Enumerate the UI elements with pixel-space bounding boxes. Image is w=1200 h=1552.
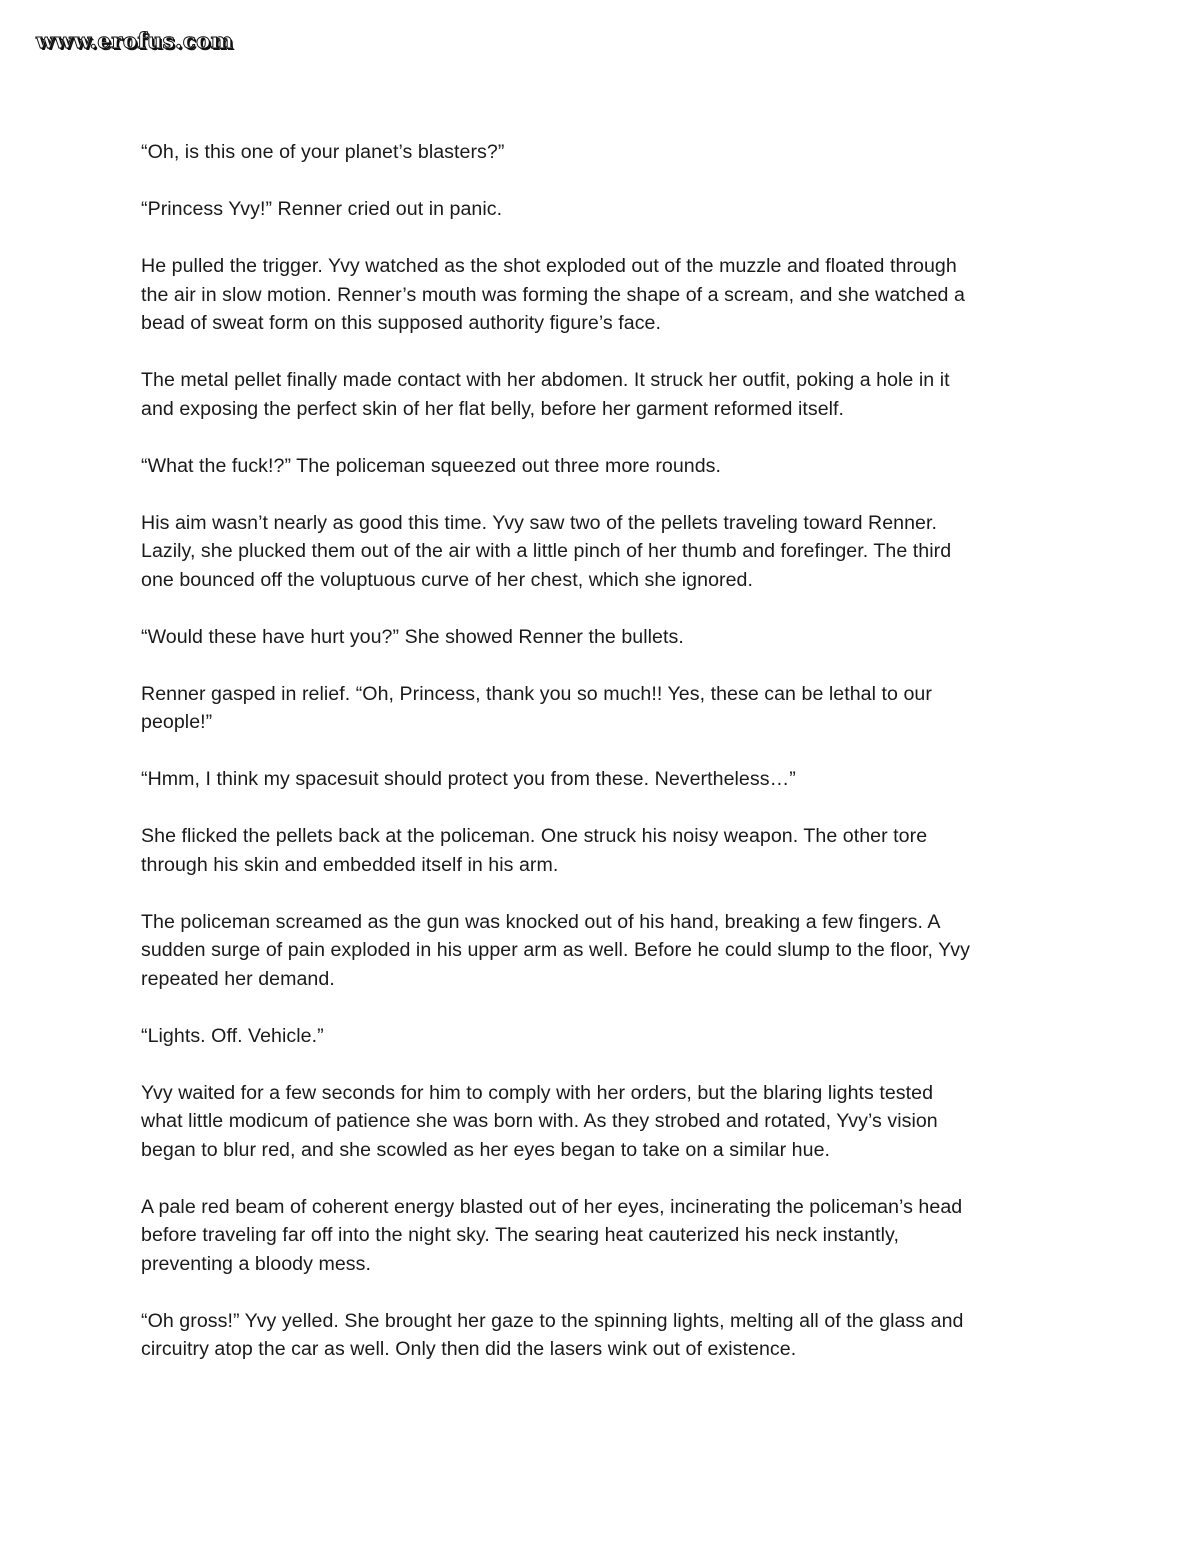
paragraph: She flicked the pellets back at the policeman. One struck his noisy weapon. The other tore through his skin and embedded itself in his arm. [141,825,928,876]
paragraph: “Would these have hurt you?” She showed Renner the bullets. [141,625,684,648]
paragraph: Yvy waited for a few seconds for him to comply with her orders, but the blaring lights tested what little modicum of patience she was born with. As they strobed and rotated, Yvy’s vision began to blur red, and she scowled as her eyes began to take on a similar hue. [141,1081,938,1161]
paragraph: The policeman screamed as the gun was knocked out of his hand, breaking a few fingers. A sudden surge of pain exploded in his upper arm as well. Before he could slump to the floor, Yvy repeated her demand. [141,910,970,990]
paragraph: “Hmm, I think my spacesuit should protect you from these. Nevertheless…” [141,768,796,790]
document-page [141,138,1056,1392]
paragraph: “Princess Yvy!” Renner cried out in panic. [141,198,503,220]
paragraph: “What the fuck!?” The policeman squeezed out three more rounds. [141,454,722,477]
paragraph: He pulled the trigger. Yvy watched as the shot exploded out of the muzzle and floated through the air in slow motion. Renner’s mouth was forming the shape of a scream, and she watched a bead of sweat form on this supposed authority figure’s face. [141,255,965,334]
paragraph: “Oh gross!” Yvy yelled. She brought her gaze to the spinning lights, melting all of the glass and circuitry atop the car as well. Only then did the lasers wink out of existence. [141,1309,964,1360]
site-watermark: www.erofus.com [36,28,234,53]
paragraph: A pale red beam of coherent energy blasted out of her eyes, incinerating the policeman’s head before traveling far off into the night sky. The searing heat cauterized his neck instantly, preventing a bloody mess. [141,1195,963,1275]
paragraph: His aim wasn’t nearly as good this time. Yvy saw two of the pellets traveling toward Renner. Lazily, she plucked them out of the air with a little pinch of her thumb and forefinger. The third one bounced off the voluptuous curve of her chest, which she ignored. [141,511,952,591]
paragraph: “Lights. Off. Vehicle.” [141,1024,324,1047]
paragraph: “Oh, is this one of your planet’s blasters?” [141,141,505,163]
paragraph: The metal pellet finally made contact with her abdomen. It struck her outfit, poking a hole in it and exposing the perfect skin of her flat belly, before her garment reformed itself. [141,369,950,420]
paragraph: Renner gasped in relief. “Oh, Princess, thank you so much!! Yes, these can be lethal to our people!” [141,682,932,733]
